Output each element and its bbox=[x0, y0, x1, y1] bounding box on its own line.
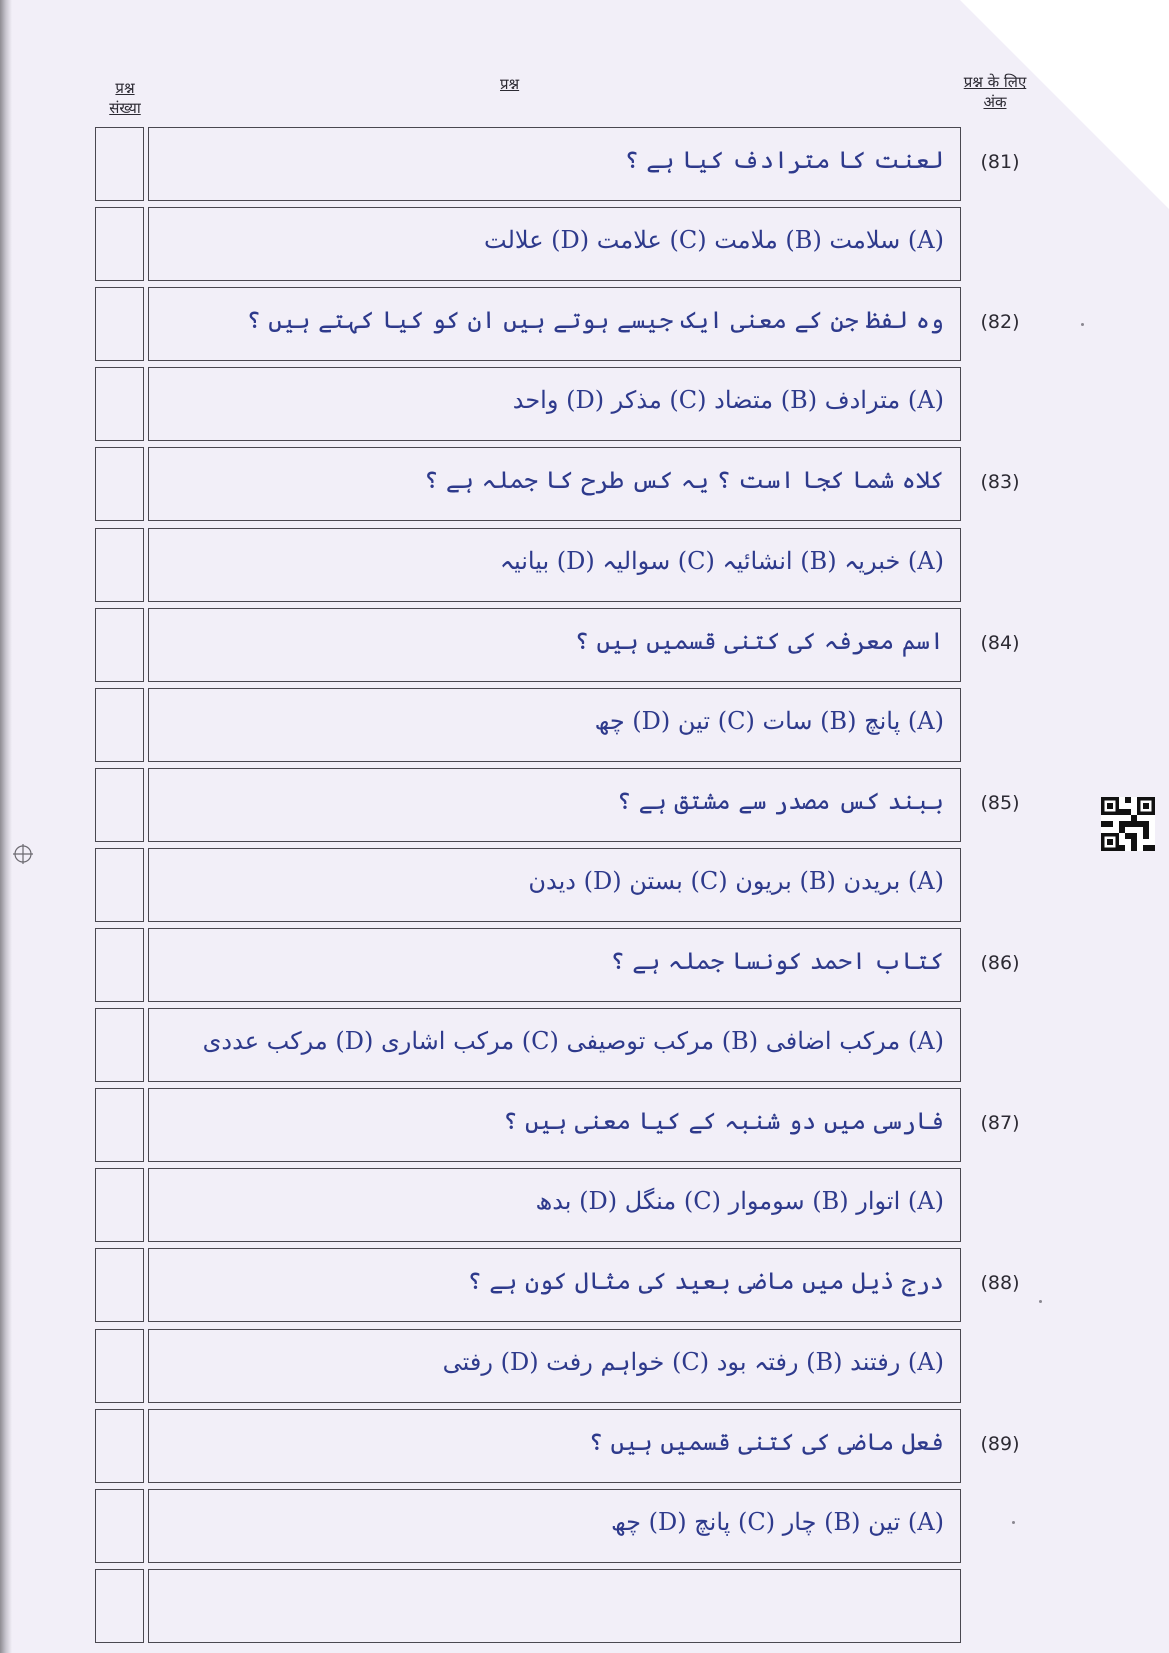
marks-cell bbox=[95, 207, 144, 281]
question-cell bbox=[148, 928, 961, 1002]
marks-cell bbox=[95, 1409, 144, 1483]
question-number: (81) bbox=[980, 151, 1020, 173]
marks-cell bbox=[95, 848, 144, 922]
question-cell bbox=[148, 1248, 961, 1322]
question-number: (83) bbox=[980, 471, 1020, 493]
registration-mark-icon bbox=[12, 843, 34, 865]
question-cell bbox=[148, 1569, 961, 1643]
options-row bbox=[95, 1569, 961, 1643]
answer-options-text: (A) مرکب اضافی (B) مرکب توصیفی (C) مرکب اشاری (D) مرکب عددی bbox=[202, 1027, 944, 1055]
question-cell bbox=[148, 528, 961, 602]
answer-options-text: (A) مترادف (B) متضاد (C) مذکر (D) واحد bbox=[512, 386, 944, 414]
marks-cell bbox=[95, 367, 144, 441]
marks-cell bbox=[95, 928, 144, 1002]
question-text: ببند کس مصدر سے مشتق ہے ؟ bbox=[616, 787, 944, 815]
question-text: اسم معرفہ کی کتنی قسمیں ہیں ؟ bbox=[574, 627, 944, 655]
question-number-header: प्रश्न संख्या bbox=[109, 79, 141, 117]
question-cell bbox=[148, 1008, 961, 1082]
question-text: کلاہ شما کجا است ؟ یہ کس طرح کا جملہ ہے ؟ bbox=[424, 466, 944, 494]
options-row bbox=[95, 688, 961, 762]
question-cell bbox=[148, 1409, 961, 1483]
answer-options-text: (A) بریدن (B) بریون (C) بستن (D) دیدن bbox=[528, 867, 944, 895]
question-text: فارسی میں دو شنبہ کے کیا معنی ہیں ؟ bbox=[503, 1107, 944, 1135]
question-cell bbox=[148, 287, 961, 361]
marks-cell bbox=[95, 1329, 144, 1403]
question-text: لعنت کا مترادف کیا ہے ؟ bbox=[624, 146, 944, 174]
question-row bbox=[95, 1248, 961, 1322]
options-row bbox=[95, 367, 961, 441]
question-cell bbox=[148, 447, 961, 521]
marks-cell bbox=[95, 1489, 144, 1563]
options-row bbox=[95, 848, 961, 922]
marks-cell bbox=[95, 1088, 144, 1162]
question-text: کتاب احمد کونسا جملہ ہے ؟ bbox=[610, 947, 944, 975]
marks-cell bbox=[95, 1008, 144, 1082]
question-cell bbox=[148, 608, 961, 682]
question-row bbox=[95, 768, 961, 842]
question-header: प्रश्न bbox=[500, 75, 520, 93]
question-cell bbox=[148, 848, 961, 922]
question-number: (89) bbox=[980, 1433, 1020, 1455]
options-row bbox=[95, 1008, 961, 1082]
marks-cell bbox=[95, 1248, 144, 1322]
question-row bbox=[95, 127, 961, 201]
question-cell bbox=[148, 1489, 961, 1563]
options-row bbox=[95, 1329, 961, 1403]
answer-options-text: (A) پانچ (B) سات (C) تین (D) چھ bbox=[594, 707, 944, 735]
scan-speck bbox=[1012, 1521, 1015, 1524]
question-cell bbox=[148, 207, 961, 281]
qr-code-icon bbox=[1101, 797, 1155, 851]
answer-options-text: (A) تین (B) چار (C) پانچ (D) چھ bbox=[610, 1508, 944, 1536]
marks-cell bbox=[95, 688, 144, 762]
answer-options-text: (A) خبریہ (B) انشائیہ (C) سوالیہ (D) بیانیہ bbox=[499, 547, 944, 575]
scan-left-edge bbox=[0, 0, 12, 1653]
marks-cell bbox=[95, 528, 144, 602]
question-number: (87) bbox=[980, 1112, 1020, 1134]
marks-cell bbox=[95, 608, 144, 682]
options-row bbox=[95, 207, 961, 281]
question-text: درج ذیل میں ماضی بعید کی مثال کون ہے ؟ bbox=[467, 1267, 944, 1295]
marks-cell bbox=[95, 127, 144, 201]
question-text: وہ لفظ جن کے معنی ایک جیسے ہوتے ہیں ان کو کیا کہتے ہیں ؟ bbox=[246, 306, 944, 334]
question-cell bbox=[148, 127, 961, 201]
question-row bbox=[95, 608, 961, 682]
marks-cell bbox=[95, 447, 144, 521]
question-number: (88) bbox=[980, 1272, 1020, 1294]
options-row bbox=[95, 528, 961, 602]
question-number: (82) bbox=[980, 311, 1020, 333]
marks-cell bbox=[95, 1168, 144, 1242]
marks-cell bbox=[95, 1569, 144, 1643]
question-row bbox=[95, 287, 961, 361]
question-number: (84) bbox=[980, 632, 1020, 654]
question-row bbox=[95, 1409, 961, 1483]
question-text: فعل ماضی کی کتنی قسمیں ہیں ؟ bbox=[588, 1428, 944, 1456]
answer-options-text: (A) اتوار (B) سوموار (C) منگل (D) بدھ bbox=[535, 1187, 944, 1215]
question-cell bbox=[148, 688, 961, 762]
scan-speck bbox=[1039, 1300, 1042, 1303]
marks-cell bbox=[95, 768, 144, 842]
question-row bbox=[95, 1088, 961, 1162]
question-number: (85) bbox=[980, 792, 1020, 814]
question-cell bbox=[148, 367, 961, 441]
options-row bbox=[95, 1168, 961, 1242]
question-cell bbox=[148, 1329, 961, 1403]
scan-speck bbox=[1081, 323, 1084, 326]
marks-cell bbox=[95, 287, 144, 361]
options-row bbox=[95, 1489, 961, 1563]
question-cell bbox=[148, 1088, 961, 1162]
answer-options-text: (A) سلامت (B) ملامت (C) علامت (D) علالت bbox=[484, 226, 944, 254]
question-row bbox=[95, 447, 961, 521]
answer-options-text: (A) رفتند (B) رفتہ بود (C) خواہم رفت (D) رفتی bbox=[442, 1348, 944, 1376]
question-cell bbox=[148, 1168, 961, 1242]
question-cell bbox=[148, 768, 961, 842]
question-number: (86) bbox=[980, 952, 1020, 974]
marks-header: प्रश्न के लिए अंक bbox=[963, 73, 1027, 111]
question-row bbox=[95, 928, 961, 1002]
